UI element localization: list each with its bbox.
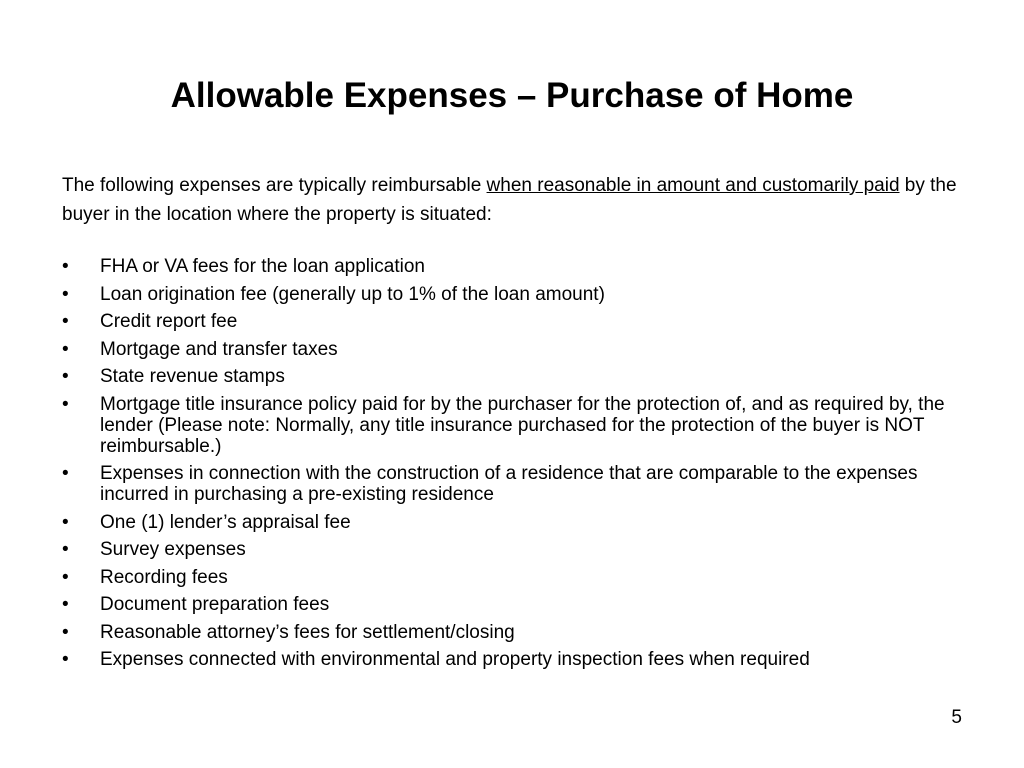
bullet-icon: • bbox=[62, 393, 69, 415]
list-item bbox=[62, 311, 962, 332]
list-item-text: One (1) lender’s appraisal fee bbox=[100, 511, 351, 533]
list-item bbox=[62, 649, 962, 670]
list-item-text: Loan origination fee (generally up to 1% of the loan amount) bbox=[100, 283, 605, 305]
list-item bbox=[62, 539, 962, 560]
list-item-text: Expenses in connection with the construction of a residence that are comparable to the expenses incurred in purchasing a pre-existing residence bbox=[100, 463, 918, 505]
intro-underlined-text: when reasonable in amount and customarily paid bbox=[486, 175, 900, 196]
expense-list bbox=[62, 256, 962, 677]
list-item-text: Credit report fee bbox=[100, 311, 238, 332]
list-item bbox=[62, 284, 962, 305]
list-item-text: FHA or VA fees for the loan application bbox=[100, 256, 425, 277]
list-item-text: Mortgage title insurance policy paid for by the purchaser for the protection of, and as required by, the lender (Please note: Normally, any title insurance purchased for the protection of the buyer is NOT reimbursable.) bbox=[100, 393, 945, 457]
bullet-icon: • bbox=[62, 511, 69, 533]
list-item bbox=[62, 394, 962, 457]
page-number: 5 bbox=[951, 707, 962, 728]
list-item-text: Reasonable attorney’s fees for settlement/closing bbox=[100, 621, 515, 643]
bullet-icon: • bbox=[62, 338, 69, 360]
list-item-text: Recording fees bbox=[100, 566, 228, 588]
list-item bbox=[62, 256, 962, 277]
bullet-icon: • bbox=[62, 539, 69, 560]
list-item bbox=[62, 567, 962, 588]
list-item-text: Survey expenses bbox=[100, 539, 246, 560]
bullet-icon: • bbox=[62, 311, 69, 332]
list-item bbox=[62, 622, 962, 643]
list-item-text: Mortgage and transfer taxes bbox=[100, 338, 338, 360]
bullet-icon: • bbox=[62, 463, 69, 484]
bullet-icon: • bbox=[62, 649, 69, 670]
bullet-icon: • bbox=[62, 621, 69, 643]
list-item-text: Expenses connected with environmental and property inspection fees when required bbox=[100, 649, 810, 670]
list-item bbox=[62, 594, 962, 615]
bullet-icon: • bbox=[62, 283, 69, 305]
list-item-text: Document preparation fees bbox=[100, 594, 330, 615]
intro-text-before: The following expenses are typically reimbursable bbox=[62, 175, 487, 196]
list-item bbox=[62, 463, 962, 505]
bullet-icon: • bbox=[62, 566, 69, 588]
intro-paragraph bbox=[62, 171, 962, 229]
list-item bbox=[62, 512, 962, 533]
list-item bbox=[62, 339, 962, 360]
bullet-icon: • bbox=[62, 366, 69, 387]
bullet-icon: • bbox=[62, 594, 69, 615]
list-item bbox=[62, 366, 962, 387]
list-item-text: State revenue stamps bbox=[100, 366, 285, 387]
bullet-icon: • bbox=[62, 256, 69, 277]
intro-text-after: by the buyer in the location where the property is situated: bbox=[62, 175, 957, 225]
slide-title: Allowable Expenses – Purchase of Home bbox=[170, 76, 854, 115]
